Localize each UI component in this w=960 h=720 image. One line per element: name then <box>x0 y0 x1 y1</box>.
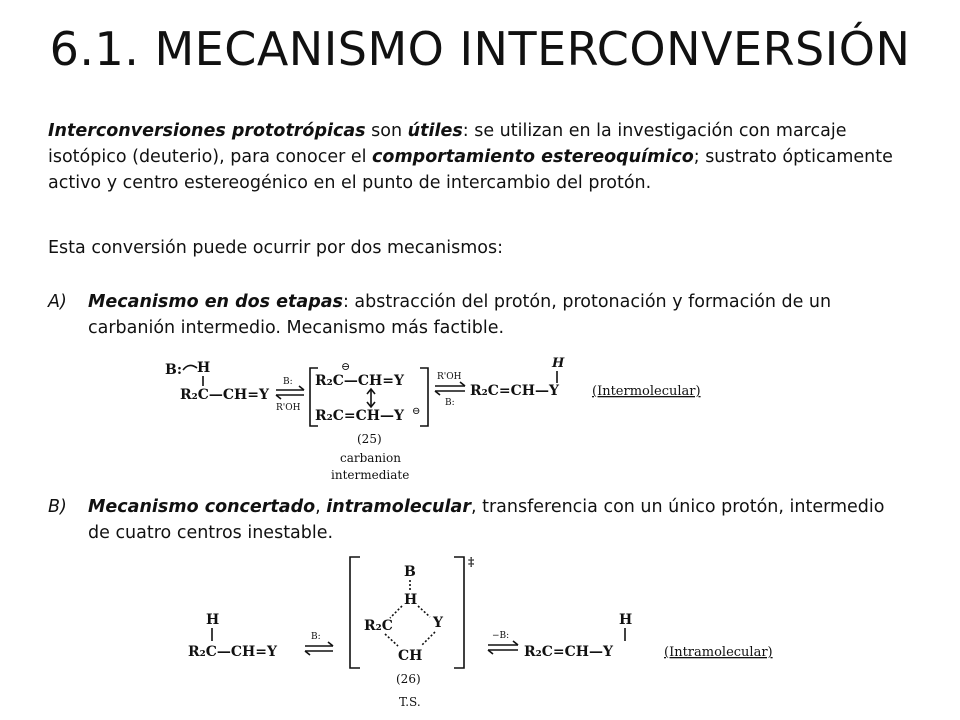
scheme-b-reactant: R₂C—CH=Y <box>188 644 278 660</box>
intro-term-prototropic: Interconversiones prototrópicas <box>48 121 366 141</box>
scheme-b-product-h: H <box>619 612 633 628</box>
scheme-a-caption-2: intermediate <box>331 468 410 482</box>
scheme-a-res-charge: ⊖ <box>412 406 421 417</box>
scheme-b-rev-reagent: −B: <box>492 631 510 641</box>
scheme-a-charge: ⊖ <box>341 360 351 373</box>
scheme-a-res-top: R₂C—CH=Y <box>315 373 405 389</box>
scheme-b-ts-bottom: CH <box>398 648 423 664</box>
scheme-b-ts-left: R₂C <box>364 618 393 634</box>
item-a-marker: A) <box>48 292 67 312</box>
scheme-b-number: (26) <box>396 672 421 686</box>
scheme-b-ts-bottom-left <box>385 634 398 646</box>
item-b-marker: B) <box>48 497 67 517</box>
scheme-a-reactant: R₂C—CH=Y <box>180 387 270 403</box>
item-b-sep: , <box>315 497 327 517</box>
intro-term-stereo: comportamiento estereoquímico <box>372 147 694 167</box>
scheme-b-ts-mark: ‡ <box>468 555 475 569</box>
scheme-b-ts-bottom-right <box>422 632 435 645</box>
item-b-term-1: Mecanismo concertado <box>88 497 316 517</box>
item-b-desc: , transferencia con un único protón, intermedio de cuatro centros inestable. <box>88 497 885 543</box>
intro-text-2: : se utilizan en la investigación con marcaje isotópico (deuterio), para conocer el <box>48 121 847 167</box>
page-title: 6.1. MECANISMO INTERCONVERSIÓN <box>49 22 911 76</box>
scheme-b-bracket-right <box>454 557 464 668</box>
item-b-term-2: intramolecular <box>326 497 471 517</box>
scheme-b-fwd-reagent: B: <box>311 632 321 642</box>
scheme-a-fwd-reagent: B: <box>283 377 293 387</box>
scheme-a-product: R₂C=CH—Y <box>470 383 560 399</box>
scheme-b-caption: T.S. <box>399 695 421 709</box>
scheme-a-caption-1: carbanion <box>340 451 401 465</box>
scheme-a-tag: (Intermolecular) <box>592 384 701 399</box>
scheme-b-product: R₂C=CH—Y <box>524 644 614 660</box>
scheme-a-h: H <box>197 360 211 376</box>
scheme-a-rev-reagent: R'OH <box>276 403 301 413</box>
scheme-a-product-h: H <box>552 356 565 371</box>
scheme-b-ts-b: B <box>404 564 416 580</box>
scheme-b-ts-h-right <box>418 606 430 617</box>
scheme-b-ts-h-left <box>390 606 402 618</box>
lead-text: Esta conversión puede ocurrir por dos mecanismos: <box>48 238 503 258</box>
scheme-b-tag: (Intramolecular) <box>664 645 773 660</box>
scheme-a-rev2-reagent: B: <box>445 398 455 408</box>
scheme-a-fwd2-reagent: R'OH <box>437 372 462 382</box>
item-a-term: Mecanismo en dos etapas <box>88 292 343 312</box>
intro-term-useful: útiles <box>407 121 463 141</box>
scheme-a-number: (25) <box>357 432 382 446</box>
scheme-b-ts-right: Y <box>433 615 443 631</box>
scheme-b-ts-h: H <box>404 592 418 608</box>
intro-text-3: ; sustrato ópticamente activo y centro estereogénico en el punto de intercambio del protón. <box>48 147 893 193</box>
scheme-a-res-bottom: R₂C=CH—Y <box>315 408 405 424</box>
scheme-b-h: H <box>206 612 220 628</box>
intro-text-1: son <box>365 121 408 141</box>
scheme-a-base: B: <box>165 362 183 378</box>
scheme-b-bracket-left <box>350 557 360 668</box>
item-a-desc: : abstracción del protón, protonación y formación de un carbanión intermedio. Mecanismo más factible. <box>88 292 832 338</box>
